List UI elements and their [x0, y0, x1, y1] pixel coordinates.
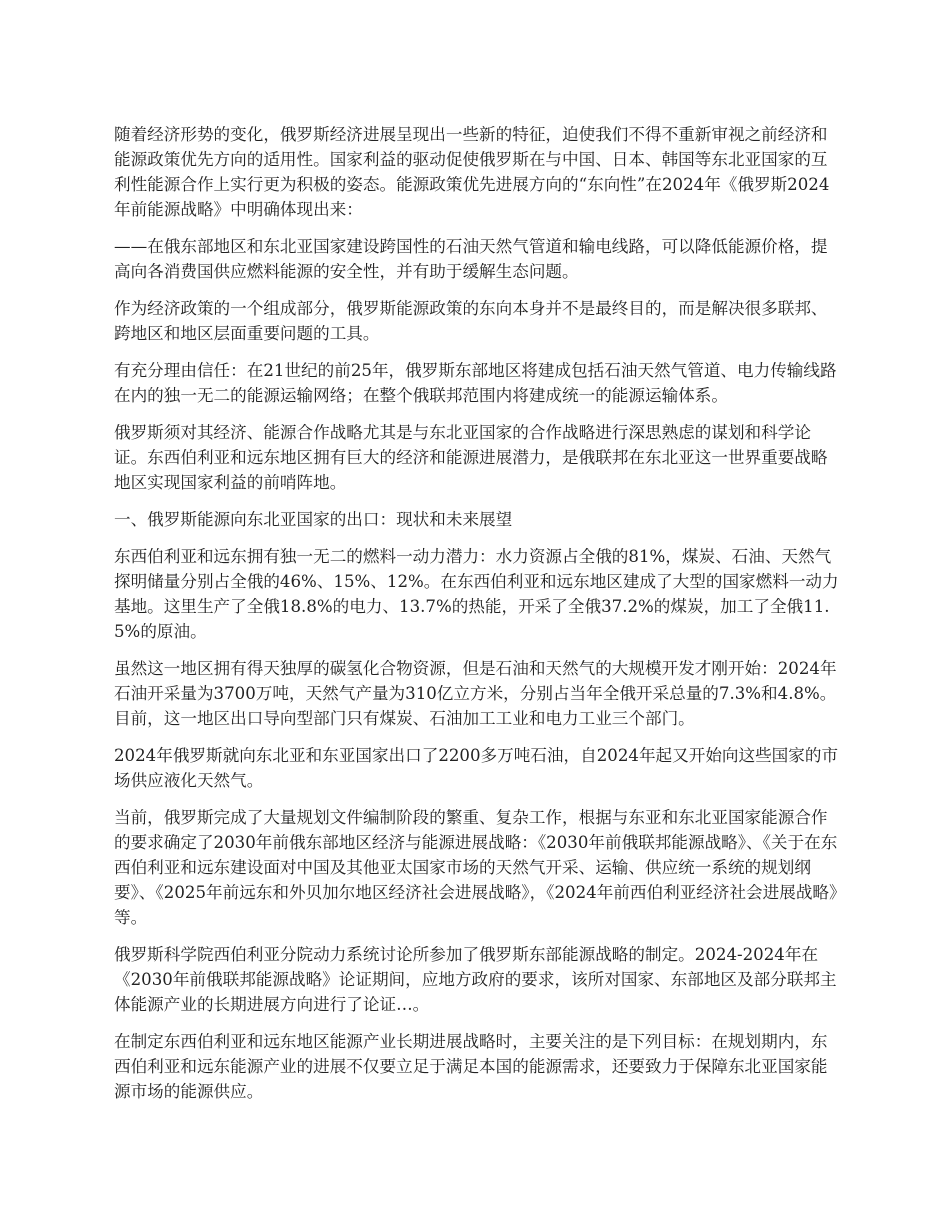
- paragraph-strategy: 俄罗斯须对其经济、能源合作战略尤其是与东北亚国家的合作战略进行深思熟虑的谋划和科学论证。东西伯利亚和远东地区拥有巨大的经济和能源进展潜力，是俄联邦在东北亚这一世界重要战略地区实现国家利益的前哨阵地。: [114, 423, 828, 492]
- paragraph-pipeline-point: ——在俄东部地区和东北亚国家建设跨国性的石油天然气管道和输电线路，可以降低能源价格，提高向各消费国供应燃料能源的安全性，并有助于缓解生态问题。: [114, 237, 828, 281]
- document-body: [114, 122, 840, 1116]
- paragraph-goals: 在制定东西伯利亚和远东地区能源产业长期进展战略时，主要关注的是下列目标：在规划期内，东西伯利亚和远东能源产业的进展不仅要立足于满足本国的能源需求，还要致力于保障东北亚国家能源市场的能源供应。: [114, 1032, 828, 1101]
- paragraph-potential: 东西伯利亚和远东拥有独一无二的燃料一动力潜力：水力资源占全俄的81%，煤炭、石油、天然气探明储量分别占全俄的46%、15%、12%。在东西伯利亚和远东地区建成了大型的国家燃料一动力基地。这里生产了全俄18.8%的电力、13.7%的热能，开采了全俄37.2%的煤炭，加工了全俄11.5%的原油。: [114, 547, 839, 641]
- paragraph-network: 有充分理由信任：在21世纪的前25年，俄罗斯东部地区将建成包括石油天然气管道、电力传输线路在内的独一无二的能源运输网络；在整个俄联邦范围内将建成统一的能源运输体系。: [114, 361, 837, 405]
- paragraph-hydrocarbons: 虽然这一地区拥有得天独厚的碳氢化合物资源，但是石油和天然气的大规模开发才刚开始：2024年石油开采量为3700万吨，天然气产量为310亿立方米，分别占当年全俄开采总量的7.3%和4.8%。目前，这一地区出口导向型部门只有煤炭、石油加工工业和电力工业三个部门。: [114, 659, 837, 728]
- paragraph-policy-tool: 作为经济政策的一个组成部分，俄罗斯能源政策的东向本身并不是最终目的，而是解决很多联邦、跨地区和地区层面重要问题的工具。: [114, 299, 828, 343]
- paragraph-planning-documents: 当前，俄罗斯完成了大量规划文件编制阶段的繁重、复杂工作，根据与东亚和东北亚国家能源合作的要求确定了2030年前俄东部地区经济与能源进展战略：《2030年前俄联邦能源战略》、《关于在东西伯利亚和远东建设面对中国及其他亚太国家市场的天然气开采、运输、供应统一系统的规划纲要》、《2025年前远东和外贝加尔地区经济社会进展战略》，《2024年前西伯利亚经济社会进展战略》等。: [114, 808, 838, 927]
- paragraph-exports: 2024年俄罗斯就向东北亚和东亚国家出口了2200多万吨石油，自2024年起又开始向这些国家的市场供应液化天然气。: [114, 746, 839, 790]
- section-heading: 一、俄罗斯能源向东北亚国家的出口：现状和未来展望: [114, 510, 513, 529]
- paragraph-academy: 俄罗斯科学院西伯利亚分院动力系统讨论所参加了俄罗斯东部能源战略的制定。2024-2024年在《2030年前俄联邦能源战略》论证期间，应地方政府的要求，该所对国家、东部地区及部分联邦主体能源产业的长期进展方向进行了论证…。: [114, 945, 837, 1014]
- paragraph-intro: 随着经济形势的变化，俄罗斯经济进展呈现出一些新的特征，迫使我们不得不重新审视之前经济和能源政策优先方向的适用性。国家利益的驱动促使俄罗斯在与中国、日本、韩国等东北亚国家的互利性能源合作上实行更为积极的姿态。能源政策优先进展方向的“东向性”在2024年《俄罗斯2024年前能源战略》中明确体现出来：: [114, 125, 830, 219]
